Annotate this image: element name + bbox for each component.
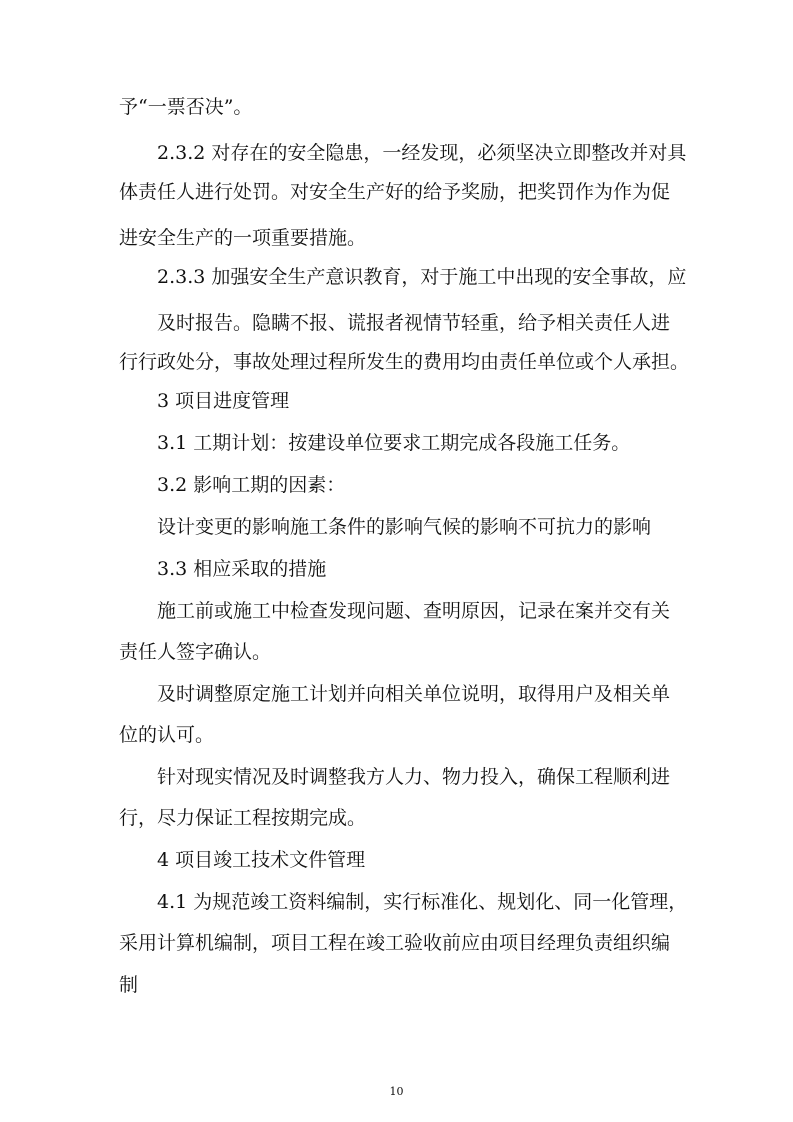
text-line: 责任人签字确认。 bbox=[119, 641, 272, 663]
section-heading: 4 项目竣工技术文件管理 bbox=[157, 849, 366, 871]
text-line: 针对现实情况及时调整我方人力、物力投入，确保工程顺利进 bbox=[157, 766, 671, 788]
text-line: 制 bbox=[119, 974, 139, 996]
text-line: 位的认可。 bbox=[119, 724, 215, 746]
text-line: 3.1 工期计划：按建设单位要求工期完成各段施工任务。 bbox=[157, 432, 631, 454]
section-heading: 3 项目进度管理 bbox=[157, 390, 290, 412]
text-line: 予“一票否决”。 bbox=[119, 96, 253, 118]
text-line: 2.3.3 加强安全生产意识教育，对于施工中出现的安全事故，应 bbox=[157, 266, 687, 288]
text-line: 行行政处分，事故处理过程所发生的费用均由责任单位或个人承担。 bbox=[119, 351, 690, 373]
text-line: 设计变更的影响施工条件的影响气候的影响不可抗力的影响 bbox=[157, 516, 652, 538]
text-line: 采用计算机编制，项目工程在竣工验收前应由项目经理负责组织编 bbox=[119, 932, 671, 954]
text-line: 行，尽力保证工程按期完成。 bbox=[119, 807, 367, 829]
text-line: 2.3.2 对存在的安全隐患，一经发现，必须坚决立即整改并对具 bbox=[157, 142, 687, 164]
text-line: 及时调整原定施工计划并向相关单位说明，取得用户及相关单 bbox=[157, 683, 671, 705]
text-line: 施工前或施工中检查发现问题、查明原因，记录在案并交有关 bbox=[157, 600, 671, 622]
text-line: 体责任人进行处罚。对安全生产好的给予奖励，把奖罚作为作为促 bbox=[119, 181, 671, 203]
text-line: 及时报告。隐瞒不报、谎报者视情节轻重，给予相关责任人进 bbox=[157, 312, 671, 334]
page-number: 10 bbox=[389, 1085, 404, 1098]
text-line: 3.2 影响工期的因素： bbox=[157, 474, 346, 496]
text-line: 进安全生产的一项重要措施。 bbox=[119, 227, 367, 249]
text-line: 3.3 相应采取的措施 bbox=[157, 558, 327, 580]
text-line: 4.1 为规范竣工资料编制，实行标准化、规划化、同一化管理， bbox=[157, 891, 688, 913]
